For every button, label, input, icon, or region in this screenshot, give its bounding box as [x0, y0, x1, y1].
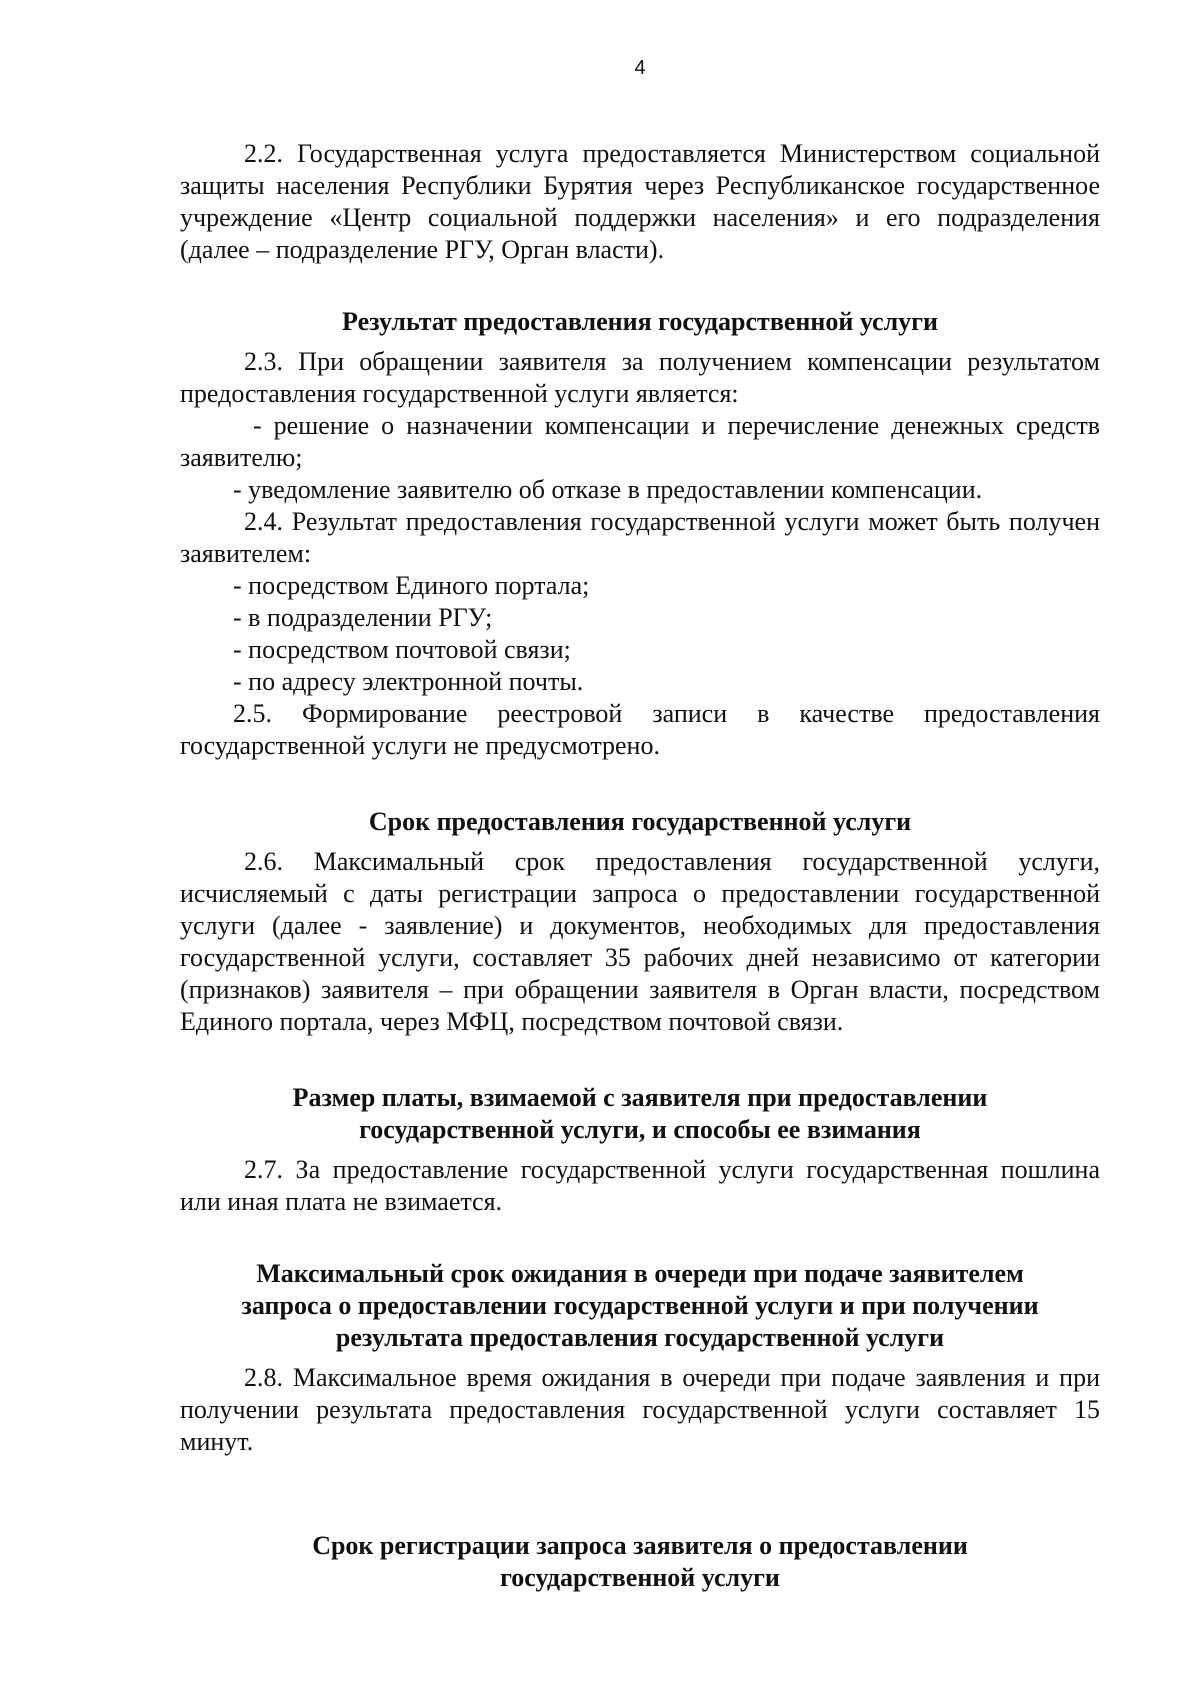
heading-registration-line-1: Срок регистрации запроса заявителя о предоставлении	[312, 1531, 968, 1560]
heading-queue-line-2: запроса о предоставлении государственной услуги и при получении	[241, 1291, 1039, 1320]
page-number: 4	[634, 57, 646, 79]
paragraph-2-4-item-d: - по адресу электронной почты.	[233, 667, 584, 696]
heading-queue-line-1: Максимальный срок ожидания в очереди при подаче заявителем	[256, 1259, 1024, 1288]
heading-term: Срок предоставления государственной услуги	[368, 807, 912, 836]
paragraph-2-4-item-c: - посредством почтовой связи;	[233, 635, 571, 664]
heading-fee-line-1: Размер платы, взимаемой с заявителя при предоставлении	[292, 1083, 988, 1112]
heading-registration-line-2: государственной услуги	[500, 1563, 780, 1592]
paragraph-2-4-item-b: - в подразделении РГУ;	[233, 603, 493, 632]
paragraph-2-3: 2.3. При обращении заявителя за получением компенсации результатом предоставления государственной услуги является:	[180, 347, 1100, 408]
heading-queue-line-3: результата предоставления государственной услуги	[335, 1323, 945, 1352]
paragraph-2-6: 2.6. Максимальный срок предоставления государственной услуги, исчисляемый с даты регистрации запроса о предоставлении государственной услуги (далее - заявление) и документов, необходимых для предоставления государственной услуги, составляет 35 рабочих дней независимо от категории (признаков) заявителя – при обращении заявителя в Орган власти, посредством Единого портала, через МФЦ, посредством почтовой связи.	[180, 847, 1100, 1036]
heading-result: Результат предоставления государственной услуги	[342, 307, 938, 336]
paragraph-2-4-item-a: - посредством Единого портала;	[233, 571, 590, 600]
paragraph-2-4: 2.4. Результат предоставления государственной услуги может быть получен заявителем:	[180, 507, 1100, 568]
paragraph-2-3-item-a: - решение о назначении компенсации и перечисление денежных средств заявителю;	[180, 411, 1100, 472]
paragraph-2-3-item-b: - уведомление заявителю об отказе в предоставлении компенсации.	[233, 475, 983, 504]
paragraph-2-7: 2.7. За предоставление государственной услуги государственная пошлина или иная плата не взимается.	[180, 1155, 1100, 1216]
heading-fee-line-2: государственной услуги, и способы ее взимания	[359, 1115, 921, 1144]
paragraph-2-5: 2.5. Формирование реестровой записи в качестве предоставления государственной услуги не предусмотрено.	[180, 699, 1100, 760]
paragraph-2-2: 2.2. Государственная услуга предоставляется Министерством социальной защиты населения Республики Бурятия через Республиканское государственное учреждение «Центр социальной поддержки населения» и его подразделения (далее – подразделение РГУ, Орган власти).	[180, 139, 1100, 264]
paragraph-2-8: 2.8. Максимальное время ожидания в очереди при подаче заявления и при получении результата предоставления государственной услуги составляет 15 минут.	[180, 1363, 1100, 1456]
